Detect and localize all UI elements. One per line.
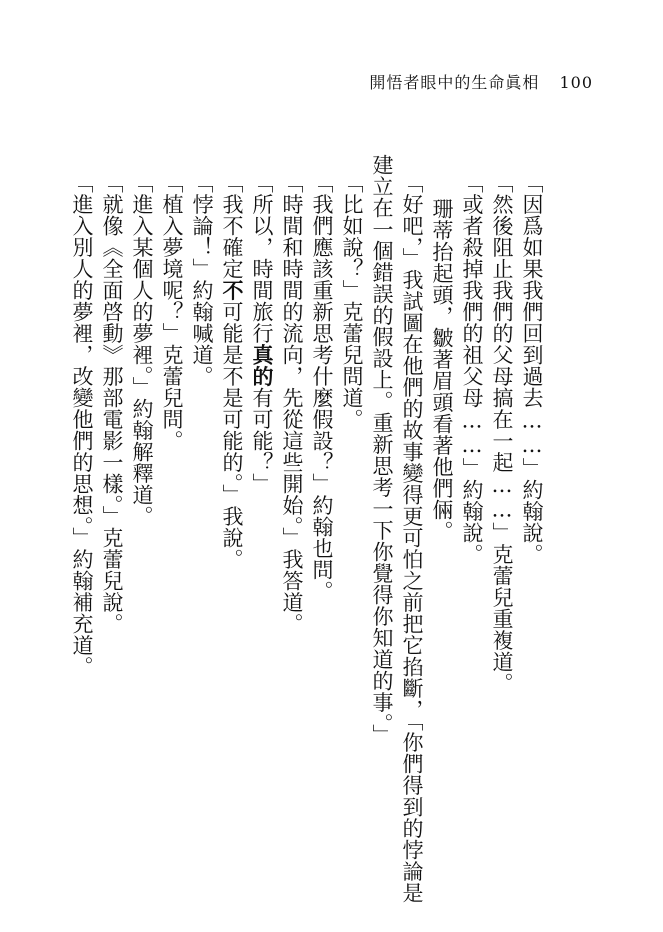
paragraph-line: 「植入夢境呢？」克蕾兒問。: [160, 172, 184, 452]
emphasis-not: 不: [220, 279, 245, 301]
paragraph-line: 「進入某個人的夢裡。」約翰解釋道。: [130, 172, 154, 527]
paragraph-line: 「進入別人的夢裡，改變他們的思想。」約翰補充道。: [70, 172, 94, 678]
page-header: [369, 70, 593, 93]
paragraph-line: 「好吧，」我試圖在他們的故事變得更可怕之前把它掐斷，「你們得到的悖論是: [400, 172, 424, 904]
book-title: 開悟者眼中的生命眞相: [369, 73, 540, 92]
vertical-text-body: [67, 154, 547, 904]
paragraph-line-continued: 建立在一個錯誤的假設上。重新思考一下你覺得你知道的事。」: [370, 154, 394, 746]
paragraph-line: 珊蒂抬起頭，皺著眉頭看著他們倆。: [430, 198, 454, 542]
paragraph-line: 「然後阻止我們的父母搞在一起……」克蕾兒重複道。: [490, 172, 514, 694]
paragraph-line: 「比如說？」克蕾兒問道。: [340, 172, 364, 430]
paragraph-line: 「我們應該重新思考什麼假設？」約翰也問。: [310, 172, 334, 602]
page-number: 100: [559, 73, 593, 92]
paragraph-line: 「時間和時間的流向，先從這些開始。」我答道。: [280, 172, 304, 635]
emphasis-real: 真的: [250, 344, 275, 387]
paragraph-line: [217, 172, 247, 872]
paragraph-line: 「因爲如果我們回到過去……」約翰說。: [520, 172, 544, 565]
paragraph-line: 「悖論！」約翰喊道。: [190, 172, 214, 387]
line-part: 「所以，時間旅行: [250, 172, 274, 344]
line-part: 可能是不是可能的。」我說。: [220, 301, 244, 570]
line-part: 有可能？」: [250, 387, 274, 495]
paragraph-line: 「或者殺掉我們的祖父母……」約翰說。: [460, 172, 484, 565]
paragraph-line: 「就像《全面啓動》那部電影一樣。」克蕾兒說。: [100, 172, 124, 635]
paragraph-line: [247, 172, 277, 872]
line-part: 「我不確定: [220, 172, 244, 280]
